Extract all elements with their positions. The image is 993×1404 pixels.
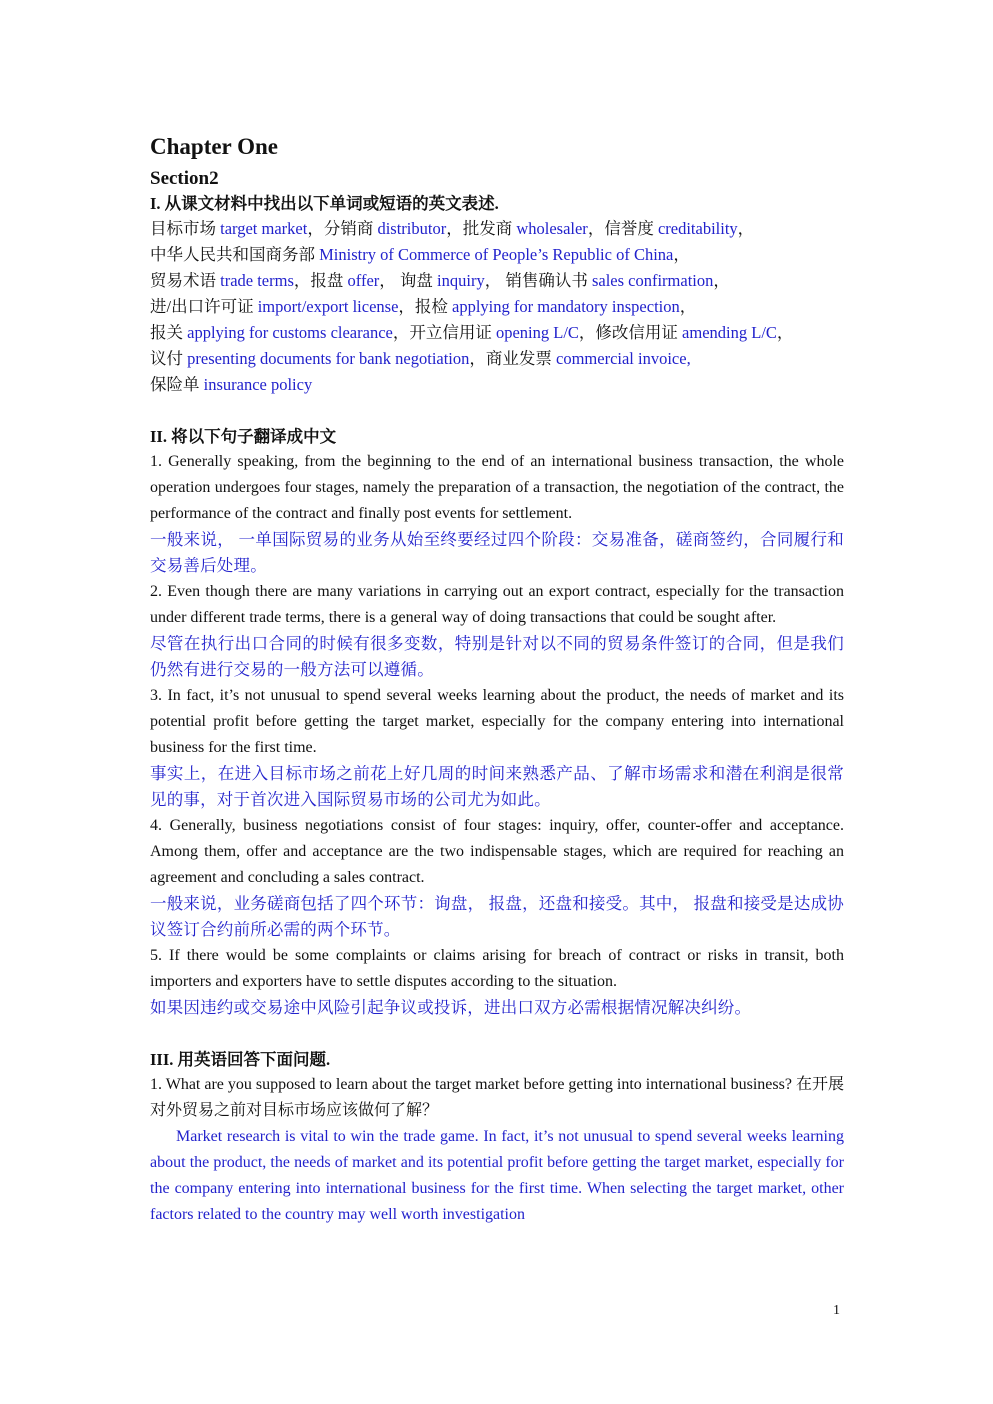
sentence-en: 5. If there would be some complaints or claims arising for breach of contract or risks in transit, both importers and exporters have to settle disputes according to the situation. (150, 947, 844, 990)
vocab-en: opening L/C (495, 323, 579, 342)
answer: Market research is vital to win the trade game. In fact, it’s not unusual to spend several weeks learning about the product, the needs of market and its potential profit before getting the target market, especially for the company entering into international business for the first time. When selecting the target market, other factors related to the country may well worth investigation (150, 1128, 844, 1223)
part1-heading: I. 从课文材料中找出以下单词或短语的英文表述. (150, 194, 499, 213)
vocab-zh: 报关 (150, 323, 188, 342)
vocab-en: Ministry of Commerce of People’s Republic of China (319, 245, 674, 264)
vocab-zh: ，商业发票 (469, 349, 557, 368)
vocab-zh: ， 询盘 (379, 271, 438, 290)
vocab-zh: ，报检 (398, 297, 453, 316)
section-title: Section2 (150, 168, 219, 189)
vocab-en: trade terms (220, 271, 294, 290)
vocab-zh: ，开立信用证 (392, 323, 496, 342)
vocab-en: creditability (657, 219, 738, 238)
sentence-en: 2. Even though there are many variations in carrying out an export contract, especially for the transaction under different trade terms, there is a general way of doing transactions that could be sought after. (150, 583, 844, 626)
vocab-line (150, 320, 844, 346)
vocab-zh: 中华人民共和国商务部 (150, 245, 320, 264)
page-number: 1 (833, 1303, 840, 1318)
vocab-en: sales confirmation (591, 271, 714, 290)
vocab-en: target market (220, 219, 308, 238)
vocab-zh: ， (713, 271, 730, 290)
sentence-zh: 一般来说，业务磋商包括了四个环节：询盘， 报盘，还盘和接受。其中， 报盘和接受是达成协议签订合约前所必需的两个环节。 (150, 894, 844, 939)
vocab-en: inquiry (437, 271, 485, 290)
sentence-zh: 尽管在执行出口合同的时候有很多变数，特别是针对以不同的贸易条件签订的合同，但是我们仍然有进行交易的一般方法可以遵循。 (150, 634, 844, 679)
vocab-line (150, 216, 844, 242)
vocab-zh: ，批发商 (446, 219, 517, 238)
vocab-en: insurance policy (203, 375, 313, 394)
vocab-line (150, 242, 844, 268)
sentence-zh: 如果因违约或交易途中风险引起争议或投诉，进出口双方必需根据情况解决纠纷。 (150, 998, 752, 1017)
part3-heading: III. 用英语回答下面问题. (150, 1050, 331, 1069)
sentence-zh: 事实上，在进入目标市场之前花上好几周的时间来熟悉产品、了解市场需求和潜在利润是很常见的事，对于首次进入国际贸易市场的公司尤为如此。 (150, 764, 844, 809)
sentence-en: 1. Generally speaking, from the beginning to the end of an international business transaction, the whole operation undergoes four stages, namely the preparation of a transaction, the negotiation of the contract, the performance of the contract and finally post events for settlement. (150, 453, 844, 522)
vocab-line (150, 268, 844, 294)
vocab-en: commercial invoice, (556, 349, 691, 368)
section-spacer (150, 398, 844, 425)
vocab-zh: ，修改信用证 (578, 323, 683, 342)
vocab-en: distributor (377, 219, 447, 238)
vocab-zh: 目标市场 (150, 219, 221, 238)
vocab-en: applying for mandatory inspection (452, 297, 680, 316)
vocab-zh: ， (776, 323, 794, 342)
question: 1. What are you supposed to learn about the target market before getting into international business? 在开展对外贸易之前对目标市场应该做何了解？ (150, 1076, 844, 1119)
vocab-zh: 保险单 (150, 375, 204, 394)
vocab-zh: ， (737, 219, 755, 238)
vocab-en: presenting documents for bank negotiation (187, 349, 470, 368)
vocab-en: applying for customs clearance (187, 323, 393, 342)
vocab-zh: 议付 (150, 349, 188, 368)
chapter-title: Chapter One (150, 134, 278, 159)
vocab-line (150, 294, 844, 320)
sentence-zh: 一般来说， 一单国际贸易的业务从始至终要经过四个阶段：交易准备，磋商签约，合同履行和交易善后处理。 (150, 530, 844, 575)
vocab-zh: ，报盘 (293, 271, 348, 290)
section-spacer (150, 1021, 844, 1048)
vocab-zh: ， (679, 297, 697, 316)
vocab-en: amending L/C (682, 323, 777, 342)
vocab-list (150, 216, 844, 398)
vocab-en: offer (347, 271, 380, 290)
vocab-en: wholesaler (516, 219, 588, 238)
vocab-line (150, 346, 844, 372)
document-page (150, 128, 844, 1228)
vocab-zh: ， 销售确认书 (484, 271, 592, 290)
vocab-zh: 进/出口许可证 (150, 297, 258, 316)
part2-heading: II. 将以下句子翻译成中文 (150, 427, 337, 446)
vocab-zh: ， (673, 245, 690, 264)
vocab-zh: 贸易术语 (150, 271, 221, 290)
vocab-en: import/export license (257, 297, 399, 316)
vocab-zh: ，信誉度 (587, 219, 658, 238)
vocab-line (150, 372, 844, 398)
sentence-en: 4. Generally, business negotiations consist of four stages: inquiry, offer, counter-offer and acceptance. Among them, offer and acceptance are the two indispensable stages, which are required for reaching an agreement and concluding a sales contract. (150, 817, 844, 886)
sentence-en: 3. In fact, it’s not unusual to spend several weeks learning about the product, the needs of market and its potential profit before getting the target market, especially for the company entering into international business for the first time. (150, 687, 844, 756)
vocab-zh: ，分销商 (307, 219, 378, 238)
